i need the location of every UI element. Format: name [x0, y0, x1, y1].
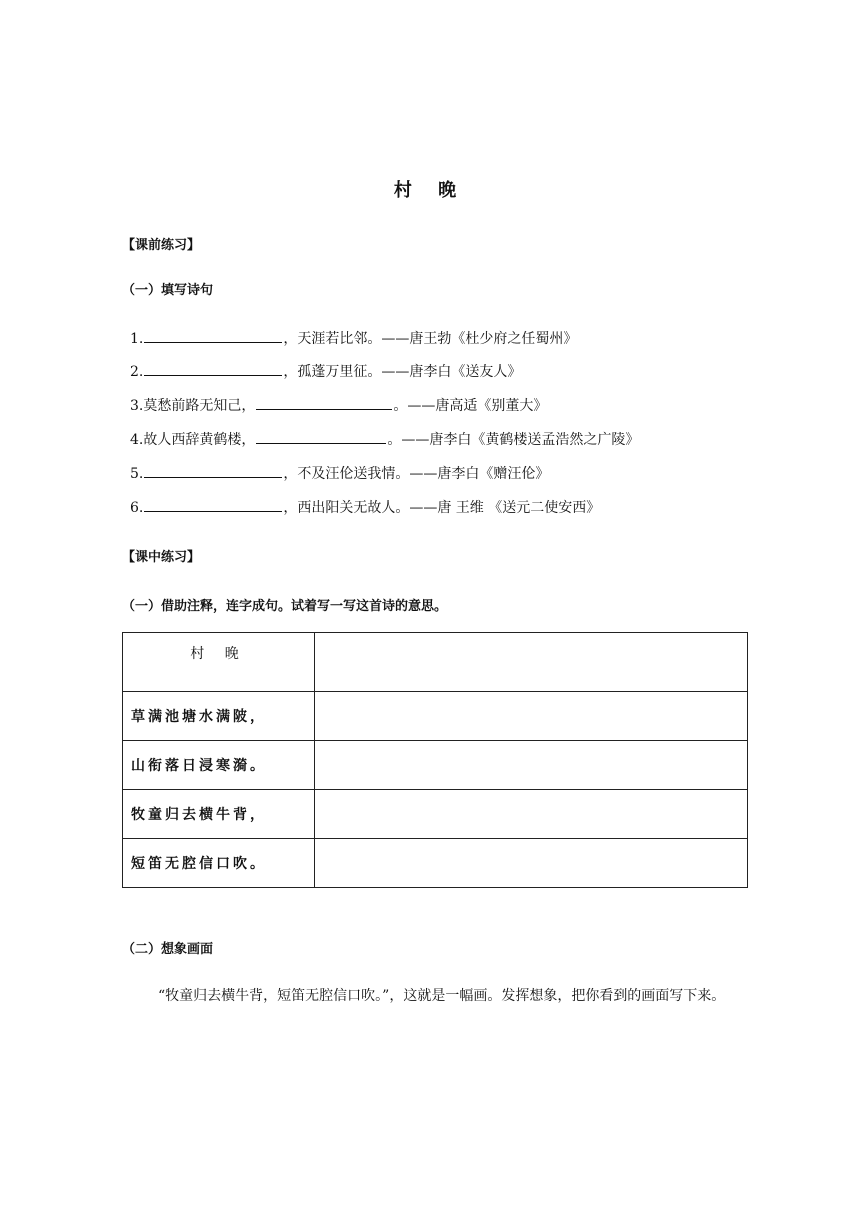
answer-blank[interactable] [256, 431, 386, 444]
answer-blank[interactable] [144, 363, 282, 376]
poem-line-cell: 草满池塘水满陂， [123, 692, 315, 741]
fill-line-6 [130, 497, 600, 517]
fill-line-2 [130, 361, 521, 381]
page-title: 村 晚 [393, 180, 467, 201]
line-prefix: 莫愁前路无知己， [143, 398, 256, 414]
answer-blank[interactable] [256, 397, 392, 410]
line-number: 3. [130, 398, 144, 414]
table-row [123, 741, 748, 790]
part1-heading: （一）填写诗句 [122, 283, 214, 298]
fill-line-1 [130, 328, 577, 348]
line-text: 。——唐李白《黄鹤楼送孟浩然之广陵》 [387, 432, 640, 448]
meaning-answer-cell[interactable] [315, 692, 748, 741]
meaning-answer-cell[interactable] [315, 633, 748, 692]
meaning-answer-cell[interactable] [315, 839, 748, 888]
part2-heading: （一）借助注释，连字成句。试着写一写这首诗的意思。 [122, 599, 448, 614]
fill-line-4 [130, 429, 639, 449]
line-number: 6. [130, 500, 144, 516]
poem-line-cell: 短笛无腔信口吹。 [123, 839, 315, 888]
line-text: ，孤蓬万里征。——唐李白《送友人》 [283, 364, 522, 380]
line-number: 4. [130, 432, 144, 448]
meaning-answer-cell[interactable] [315, 741, 748, 790]
line-prefix: 故人西辞黄鹤楼， [143, 432, 256, 448]
table-row [123, 839, 748, 888]
line-text: ，不及汪伦送我情。——唐李白《赠汪伦》 [283, 466, 550, 482]
poem-line-cell: 牧童归去横牛背， [123, 790, 315, 839]
line-text: 。——唐高适《别董大》 [393, 398, 548, 414]
table-row [123, 633, 748, 692]
section-heading-pre-class: 【课前练习】 [122, 238, 201, 253]
poem-table [122, 632, 748, 888]
fill-line-3 [130, 395, 547, 415]
answer-blank[interactable] [144, 499, 282, 512]
prompt-paragraph [130, 979, 740, 1014]
prompt-text: “牧童归去横牛背，短笛无腔信口吹。”，这就是一幅画。发挥想象，把你看到的画面写下来。 [158, 988, 726, 1004]
part3-heading: （二）想象画面 [122, 942, 214, 957]
poem-line-cell: 山衔落日浸寒漪。 [123, 741, 315, 790]
answer-blank[interactable] [144, 330, 282, 343]
line-number: 2. [130, 364, 144, 380]
table-row [123, 692, 748, 741]
line-text: ，天涯若比邻。——唐王勃《杜少府之任蜀州》 [283, 331, 578, 347]
fill-line-5 [130, 463, 549, 483]
table-row [123, 790, 748, 839]
poem-title-cell: 村 晚 [123, 633, 315, 692]
line-number: 5. [130, 466, 144, 482]
answer-blank[interactable] [144, 465, 282, 478]
section-heading-in-class: 【课中练习】 [122, 550, 201, 565]
meaning-answer-cell[interactable] [315, 790, 748, 839]
line-text: ，西出阳关无故人。——唐 王维 《送元二使安西》 [283, 500, 601, 516]
line-number: 1. [130, 331, 144, 347]
